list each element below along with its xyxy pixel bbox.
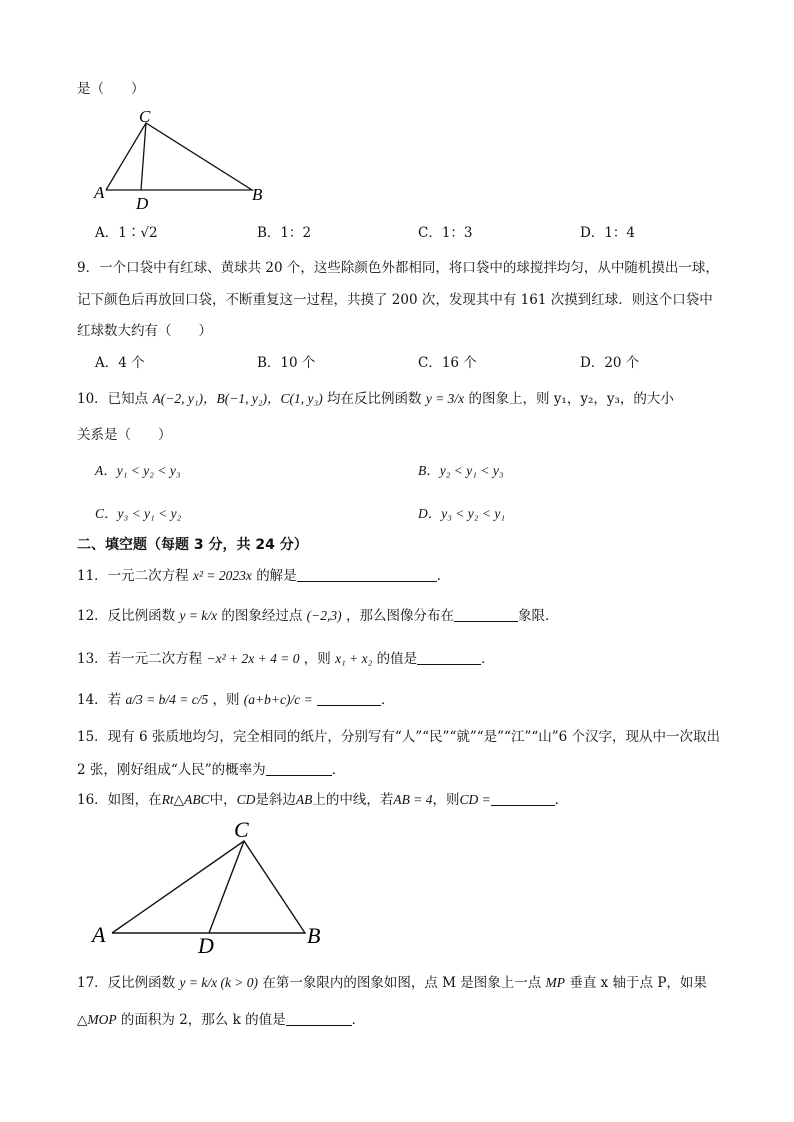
- q12-end: 象限．: [517, 608, 559, 624]
- q8-option-a: A．1∶√2: [95, 225, 158, 241]
- q15-line-2: [77, 760, 345, 780]
- q12-mid: 的图象经过点: [221, 608, 303, 624]
- q17-line-2: [77, 1010, 365, 1030]
- q16-condition: AB = 4: [393, 792, 433, 807]
- q12-point: (−2,3): [306, 608, 342, 623]
- q9-line-3: 红球数大约有（ ）: [77, 323, 212, 339]
- q13-post: 的值是: [376, 651, 418, 667]
- q17-function: y = k/x (k > 0): [179, 975, 259, 990]
- q12-post: ，那么图像分布在: [345, 608, 454, 624]
- q8-label-b: B: [252, 185, 263, 204]
- q11-end: ．: [436, 568, 451, 584]
- q16-ab: AB: [295, 792, 313, 807]
- q13-line: [77, 649, 495, 669]
- q10-option-a: A．y₁ < y₂ < y₃: [95, 463, 181, 478]
- q16-end: ．: [554, 792, 569, 808]
- q17-end: ．: [351, 1012, 366, 1028]
- q17-mp: MP: [545, 975, 566, 990]
- q17-line-1: [77, 973, 707, 993]
- q16-label-b: B: [307, 923, 321, 948]
- q8-option-b: B．1：2: [257, 225, 312, 241]
- q10-option-b: B．y₂ < y₁ < y₃: [418, 463, 504, 478]
- q13-equation: −x² + 2x + 4 = 0: [206, 651, 300, 666]
- q14-end: ．: [381, 692, 395, 708]
- q13-answer-blank[interactable]: [417, 650, 481, 665]
- q13-end: ．: [481, 651, 495, 667]
- q16-mid-1: 中，: [209, 792, 237, 808]
- q9-line-1: 9．一个口袋中有红球、黄球共 20 个，这些除颜色外都相同，将口袋中的球搅拌均匀，从中随机摸出一球，: [77, 260, 719, 276]
- q16-cd: CD: [236, 792, 256, 807]
- q9-line-2: 记下颜色后再放回口袋，不断重复这一过程，共摸了 200 次，发现其中有 161 次摸到红球．则这个口袋中: [77, 292, 713, 308]
- q11-post: 的解是: [256, 568, 297, 584]
- q16-mid-3: 上的中线，若: [312, 792, 394, 808]
- q9-option-b: B．10 个: [257, 355, 316, 371]
- q17-mid: 在第一象限内的图象如图，点 M 是图象上一点: [262, 975, 542, 991]
- q12-answer-blank[interactable]: [454, 607, 518, 622]
- q11-equation: x² = 2023x: [192, 568, 252, 583]
- q8-tail: 是（ ）: [77, 81, 145, 97]
- q8-label-d: D: [136, 194, 149, 213]
- q10-number: 10．已知点: [77, 391, 149, 407]
- q14-condition: a/3 = b/4 = c/5: [125, 692, 209, 707]
- q16-ask: CD =: [459, 792, 491, 807]
- q9-option-c: C．16 个: [418, 355, 477, 371]
- q15-answer-blank[interactable]: [266, 761, 332, 776]
- q15-line-1: 15．现有 6 张质地均匀，完全相同的纸片，分别写有“人”“民”“就”“是”“江”“山”6 个汉字，现从中一次取出: [77, 729, 721, 745]
- q10-tail: 的图象上，则 y₁，y₂，y₃，的大小: [468, 391, 674, 407]
- section-2-heading: 二、填空题（每题 3 分，共 24 分）: [77, 537, 308, 553]
- q16-label-a: A: [92, 922, 106, 947]
- q17-post: 垂直 x 轴于点 P，如果: [569, 975, 707, 991]
- q14-prefix: 14．若: [77, 692, 122, 708]
- q16-mid-2: 是斜边: [255, 792, 296, 808]
- q17-line-2-text: 的面积为 2，那么 k 的值是: [120, 1012, 286, 1028]
- q17-prefix: 17．反比例函数: [77, 975, 176, 991]
- q8-triangle-figure: [90, 105, 280, 215]
- q12-function: y = k/x: [179, 608, 218, 623]
- q14-line: [77, 690, 395, 710]
- q16-label-c: C: [234, 817, 249, 842]
- q16-answer-blank[interactable]: [491, 791, 555, 806]
- q17-answer-blank[interactable]: [286, 1011, 352, 1026]
- q10-option-d: D．y₃ < y₂ < y₁: [418, 506, 506, 521]
- q16-triangle: Rt△ABC: [161, 792, 210, 807]
- q10-mid: 均在反比例函数: [327, 391, 422, 407]
- q10-line-2: 关系是（ ）: [77, 427, 172, 443]
- q10-points: A(−2, y₁)，B(−1, y₂)，C(1, y₃): [152, 391, 323, 406]
- q11-prefix: 11．一元二次方程: [77, 568, 189, 584]
- q8-option-c: C．1：3: [418, 225, 473, 241]
- q14-answer-blank[interactable]: [317, 691, 381, 706]
- q16-label-d: D: [198, 933, 214, 958]
- q12-prefix: 12．反比例函数: [77, 608, 176, 624]
- q8-label-a: A: [94, 183, 105, 202]
- q14-expression: (a+b+c)/c =: [243, 692, 313, 707]
- q16-prefix: 16．如图，在: [77, 792, 162, 808]
- q11-line: [77, 566, 450, 586]
- q16-mid-4: ，则: [432, 792, 460, 808]
- q15-line-2-text: 2 张，刚好组成“人民”的概率为: [77, 762, 266, 778]
- q16-line: [77, 790, 568, 810]
- q8-label-c: C: [139, 107, 151, 126]
- q8-option-d: D．1：4: [580, 225, 636, 241]
- q11-answer-blank[interactable]: [297, 567, 437, 582]
- q14-mid: ，则: [212, 692, 240, 708]
- q9-option-d: D．20 个: [580, 355, 640, 371]
- q10-line-1: [77, 389, 674, 409]
- q15-end: ．: [331, 762, 346, 778]
- q13-mid: ，则: [303, 651, 331, 667]
- q17-triangle: △MOP: [77, 1012, 117, 1027]
- q13-prefix: 13．若一元二次方程: [77, 651, 203, 667]
- q13-expression: x₁ + x₂: [335, 651, 373, 666]
- q10-option-c: C．y₃ < y₁ < y₂: [95, 506, 182, 521]
- q10-function: y = 3/x: [425, 391, 465, 406]
- q16-triangle-figure: [88, 815, 348, 958]
- q9-option-a: A．4 个: [95, 355, 145, 371]
- q12-line: [77, 606, 558, 626]
